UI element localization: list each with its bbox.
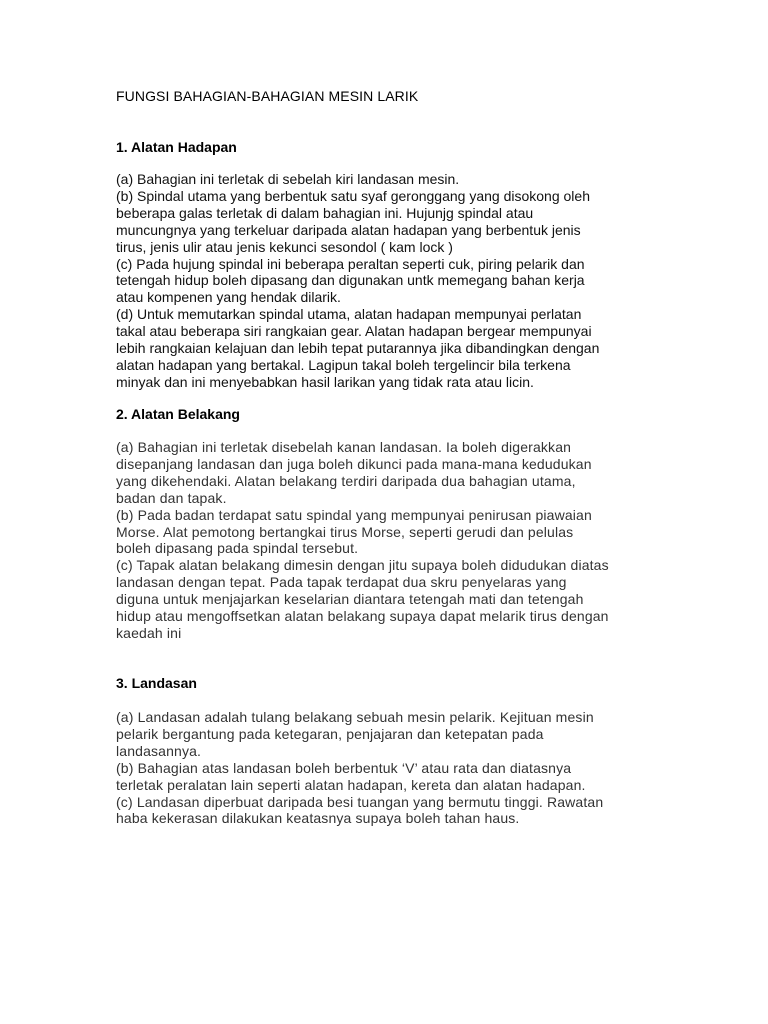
section-body-alatan-belakang[interactable] (116, 439, 609, 642)
text-line (116, 171, 599, 188)
text-line: tirus, jenis ulir atau jenis kekunci sesondol ( kam lock ) (116, 238, 453, 255)
text-line: (a) Landasan adalah tulang belakang sebuah mesin pelarik. Kejituan mesin (116, 709, 594, 725)
text-line: terletak peralatan lain seperti alatan hadapan, kereta dan alatan hadapan. (116, 776, 586, 793)
text-line: (a) Bahagian ini terletak disebelah kanan landasan. Ia boleh digerakkan (116, 439, 572, 455)
text-line: lebih rangkaian kelajuan dan lebih tepat putarannya jika dibandingkan dengan (116, 340, 600, 357)
text-line: (c) Tapak alatan belakang dimesin dengan jitu supaya boleh didudukan diatas (116, 557, 609, 574)
text-line: badan dan tapak. (116, 489, 227, 506)
section-heading-landasan: 3. Landasan (116, 675, 197, 691)
text-line: pelarik bergantung pada ketegaran, penjajaran dan ketepatan pada (116, 725, 544, 742)
section-body-alatan-hadapan[interactable] (116, 171, 599, 391)
text-line: landasannya. (116, 742, 202, 759)
text-line: (b) Spindal utama yang berbentuk satu syaf geronggang yang disokong oleh (116, 187, 590, 204)
text-line: minyak dan ini menyebabkan hasil larikan yang tidak rata atau licin. (116, 373, 534, 390)
text-line: Morse. Alat pemotong bertangkai tirus Morse, seperti gerudi dan pelulas (116, 523, 574, 540)
text-line: muncungnya yang terkeluar daripada alatan hadapan yang berbentuk jenis (116, 221, 581, 238)
section-body-landasan[interactable] (116, 709, 603, 827)
text-line: (b) Pada badan terdapat satu spindal yang mempunyai penirusan piawaian (116, 506, 592, 523)
text-line: yang dikehendaki. Alatan belakang terdiri daripada dua bahagian utama, (116, 472, 576, 489)
text-line: (d) Untuk memutarkan spindal utama, alatan hadapan mempunyai perlatan (116, 306, 582, 323)
text-line: takal atau beberapa siri rangkaian gear. Alatan hadapan bergear mempunyai (116, 323, 592, 340)
text-line: atau kompenen yang hendak dilarik. (116, 289, 341, 306)
text-line: (b) Bahagian atas landasan boleh berbentuk ‘V’ atau rata dan diatasnya (116, 759, 572, 776)
text-line: boleh dipasang pada spindal tersebut. (116, 540, 359, 557)
text-line: kaedah ini (116, 624, 182, 641)
document-title: FUNGSI BAHAGIAN-BAHAGIAN MESIN LARIK (116, 88, 419, 104)
text-line: alatan hadapan yang bertakal. Lagipun takal boleh tergelincir bila terkena (116, 356, 571, 373)
text-line-content: (a) Bahagian ini terletak di sebelah kiri landasan mesin. (116, 171, 460, 187)
text-line: tetengah hidup boleh dipasang dan digunakan untk memegang bahan kerja (116, 272, 585, 289)
text-line: (c) Pada hujung spindal ini beberapa peraltan seperti cuk, piring pelarik dan (116, 255, 585, 272)
text-line: landasan dengan tepat. Pada tapak terdapat dua skru penyelaras yang (116, 574, 567, 591)
text-line: hidup atau mengoffsetkan alatan belakang supaya dapat melarik tirus dengan (116, 608, 609, 625)
document-page (116, 88, 676, 827)
text-line: beberapa galas terletak di dalam bahagian ini. Hujunjg spindal atau (116, 204, 534, 221)
text-line: (c) Landasan diperbuat daripada besi tuangan yang bermutu tinggi. Rawatan (116, 793, 604, 810)
text-line: haba kekerasan dilakukan keatasnya supaya boleh tahan haus. (116, 810, 520, 827)
text-line: diguna untuk menjajarkan keselarian diantara tetengah mati dan tetengah (116, 591, 584, 608)
section-heading-alatan-belakang: 2. Alatan Belakang (116, 406, 240, 422)
section-heading-alatan-hadapan: 1. Alatan Hadapan (116, 139, 237, 155)
text-line: disepanjang landasan dan juga boleh dikunci pada mana-mana kedudukan (116, 455, 592, 472)
